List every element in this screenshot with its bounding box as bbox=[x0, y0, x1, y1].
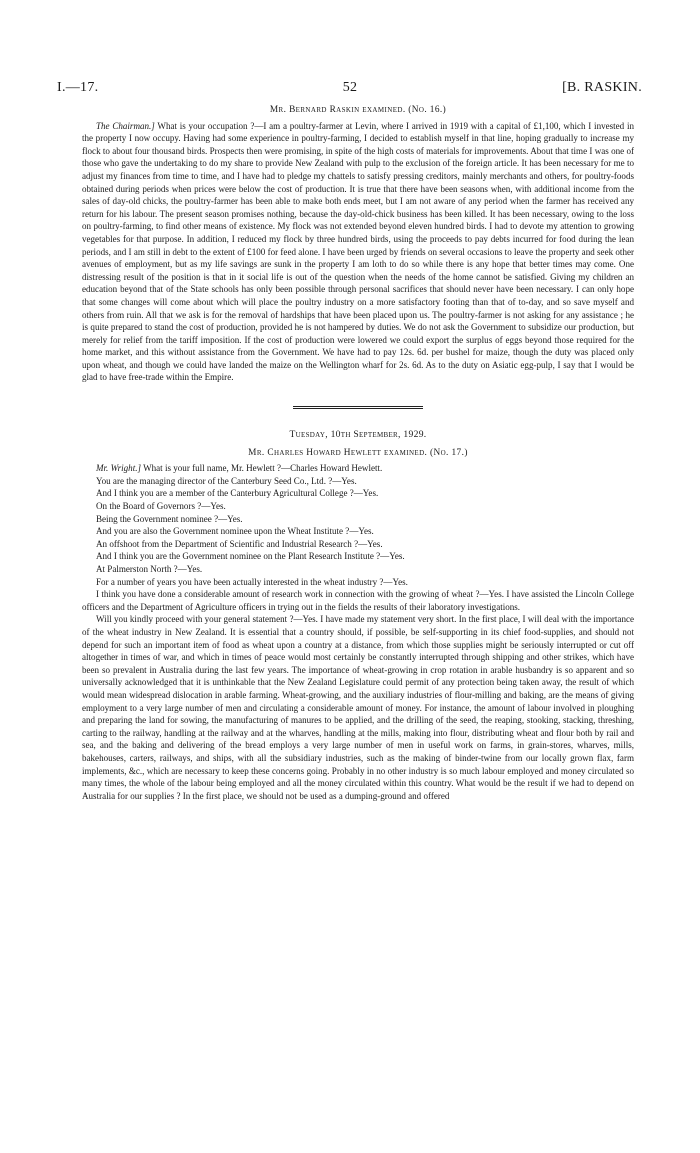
qa-line: For a number of years you have been actually interested in the wheat industry ?—Yes. bbox=[96, 576, 408, 587]
paper-reference: I.—17. bbox=[57, 80, 99, 95]
qa-line: Being the Government nominee ?—Yes. bbox=[96, 513, 243, 524]
sitting-date: Tuesday, 10th September, 1929. bbox=[289, 429, 427, 441]
statement-paragraph: Will you kindly proceed with your general statement ?—Yes. I have made my statement very short. In the first place, I will deal with the importance of the wheat industry in New Zealand. It is essential that a country should, if possible, be self-supporting in its chief food-supplies, and should not depend for such an important item of food as wheat upon a country at a distance, from which those supplies might be seriously interrupted or cut off altogether in times of war, and which in times of peace would most certainly be constantly interrupted through shipping and other strikes, which have been so prevalent in Australia during the last few years. The importance of wheat-growing in crop rotation in arable husbandry is so apparent and so universally acknowledged that it is unthinkable that the New Zealand Legislature could permit of any protection being taken away, the result of which would mean widespread dislocation in arable farming. Wheat-growing, and the auxiliary industries of flour-milling and baking, are the means of giving employment to a very large number of men and circulating a considerable amount of money. For instance, the amount of labour involved in ploughing and preparing the land for sowing, the manufacturing of manures to be applied, and the drilling of the seed, the reaping, stooking, stacking, threshing, carting to the railway, handling at the railway and at the wharves, handling at the mills, making into flour, distributing wheat and flour both by rail and sea, and the baking and delivering of the bread employs a very large number of men in useful work on farms, in grain-stores, wharves, mills, bakehouses, carters, railways, and ships, with all the subsidiary industries, such as the making of binder-twine from our locally grown flax, farm implements, &c., which are necessary to keep these concerns going. Probably in no other industry is so much labour employed and money circulated so many times, the whole of the labour being employed and all the money circulated within this country. What would be the result if we had to depend on Australia for our supplies ? In the first place, we should not be used as a dumping-ground and offered bbox=[82, 614, 634, 801]
qa-line: And I think you are the Government nominee on the Plant Research Institute ?—Yes. bbox=[96, 551, 405, 562]
witness-heading-hewlett: Mr. Charles Howard Hewlett examined. (No. 17.) bbox=[248, 447, 468, 458]
speaker-label: The Chairman.] bbox=[96, 120, 155, 131]
qa-line: You are the managing director of the Canterbury Seed Co., Ltd. ?—Yes. bbox=[96, 475, 357, 486]
section-divider-second-line bbox=[293, 408, 423, 409]
qa-line: An offshoot from the Department of Scientific and Industrial Research ?—Yes. bbox=[96, 538, 383, 549]
section-divider bbox=[293, 406, 423, 407]
qa-line bbox=[82, 462, 634, 475]
research-paragraph: I think you have done a considerable amount of research work in connection with the growing of wheat ?—Yes. I have assisted the Lincoln College officers and the Department of Agriculture officers in trying out in the fields the results of their laboratory investigations. bbox=[82, 589, 634, 612]
qa-line: On the Board of Governors ?—Yes. bbox=[96, 501, 226, 512]
raskin-statement bbox=[82, 120, 634, 384]
page-number: 52 bbox=[342, 80, 358, 95]
qa-line-text: What is your full name, Mr. Hewlett ?—Charles Howard Hewlett. bbox=[143, 463, 383, 474]
speaker-label: Mr. Wright.] bbox=[96, 463, 141, 474]
witness-running-head: [B. RASKIN. bbox=[562, 80, 642, 95]
raskin-statement-text: What is your occupation ?—I am a poultry-farmer at Levin, where I arrived in 1919 with a capital of £1,100, which I invested in the property I now occupy. Having had some experience in poultry-farming, I decided to establish myself in that line, hoping gradually to increase my flock to about four thousand birds. Prospects then were promising, in spite of the high costs of materials for improvements. About that time I was one of those who gave the undertaking to do my share to provide New Zealand with pulp to the exclusion of the foreign article. It has been necessary for me to adjust my finances from time to time, and I have had to pledge my chattels to satisfy pressing creditors, mainly merchants and others, for poultry-foods obtained during periods when prices were below the cost of production. It is true that there have been seasons when, with additional income from the sales of day-old chicks, the poultry-farmer has been able to make both ends meet, but I am not aware of any period when the farmer has received any return for his labour. The present season promises nothing, because the day-old-chick business has been killed. It has been necessary, owing to the loss on poultry-farming, to find other means of existence. My flock was not extended beyond eleven hundred birds. I had to devote my attention to growing vegetables for that purpose. In addition, I reduced my flock by three hundred birds, using the proceeds to pay debts incurred for food during the lean periods, and I am still in debt to the extent of £100 for feed alone. I have been urged by friends on several occasions to leave the property and seek other avenues of employment, but as my life savings are sunk in the property I am loth to do so while there is any hope that better times may come. One distressing result of the position is that in it social life is out of the question when the needs of the home cannot be satisfied. Giving my children an education beyond that of the State schools has only been possible through personal sacrifices that should never have been necessary. I can only hope that some changes will come about which will place the poultry industry on a more satisfactory footing than that of to-day, and so save myself and others from ruin. All that we ask is for the removal of hardships that have been placed upon us. The poultry-farmer is not asking for any assistance ; he is quite prepared to stand the cost of production, provided he is not hampered by duties. We do not ask the Government to subsidize our production, but merely for relief from the tariff imposition. If the cost of production were lowered we could export the surplus of eggs beyond those required for the home market, and this without assistance from the Government. We have had to pay 12s. 6d. per bushel for maize, though the duty was placed only upon wheat, and though we could have landed the maize on the Wellington wharf for 2s. 6d. As to the duty on Asiatic egg-pulp, I say that I would be glad to have free-trade within the Empire. bbox=[82, 120, 634, 383]
qa-line: And you are also the Government nominee upon the Wheat Institute ?—Yes. bbox=[96, 526, 374, 537]
witness-heading-raskin: Mr. Bernard Raskin examined. (No. 16.) bbox=[269, 105, 447, 115]
document-body bbox=[82, 104, 634, 802]
qa-line: At Palmerston North ?—Yes. bbox=[96, 564, 203, 574]
qa-line: And I think you are a member of the Canterbury Agricultural College ?—Yes. bbox=[96, 488, 379, 499]
